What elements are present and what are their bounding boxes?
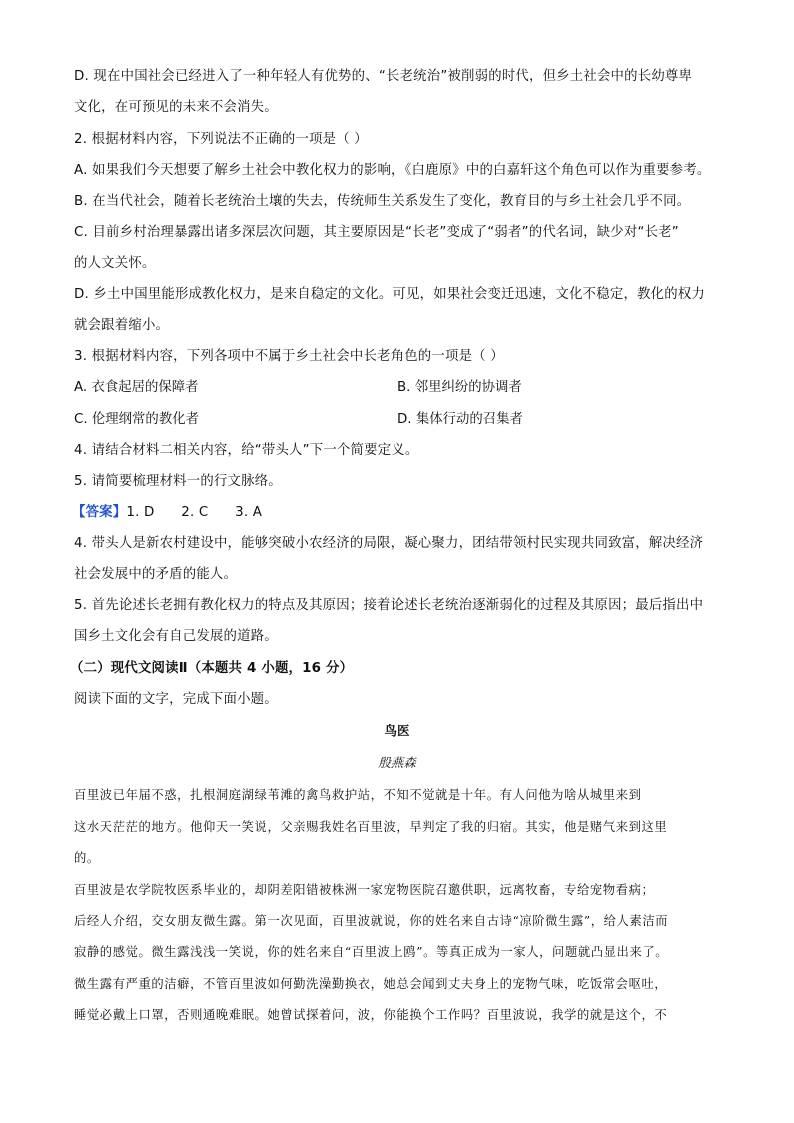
story-p2-line5: 睡觉必戴上口罩，否则通晚难眠。她曾试探着问，波，你能换个工作吗？百里波说，我学的就是这个，不 [74,1008,668,1022]
answer-choices: 1. D 2. C 3. A [126,505,263,520]
section-heading: （二）现代文阅读Ⅱ（本题共 4 小题，16 分） [70,661,354,676]
answer-4-line2: 社会发展中的矛盾的能人。 [74,567,238,582]
q2-option-d-line2: 就会跟着缩小。 [74,318,170,333]
answer-tag: 【答案】 [72,505,127,520]
story-p2-line1: 百里波是农学院牧医系毕业的，却阴差阳错被株洲一家宠物医院召邀供职，远离牧畜，专给宠物看病； [74,883,655,897]
q3-option-a: A. 衣食起居的保障者 [74,380,199,395]
story-p1-line3: 的。 [74,851,100,865]
answer-5-line1: 5. 首先论述长老拥有教化权力的特点及其原因；接着论述长老统治逐渐弱化的过程及其原因；最后指出中 [74,598,704,613]
answer-5-line2: 国乡土文化会有自己发展的道路。 [74,629,278,644]
q3-option-d: D. 集体行动的召集者 [397,412,523,427]
story-p2-line2: 后经人介绍，交女朋友微生露。第一次见面，百里波就说，你的姓名来自古诗“凉阶微生露”，给人素洁而 [74,914,669,928]
q3-option-c: C. 伦理纲常的教化者 [74,412,199,427]
story-p1-line1: 百里波已年届不惑，扎根洞庭湖绿苇滩的禽鸟救护站，不知不觉就是十年。有人问他为啥从城里来到 [74,788,642,802]
q2-option-a: A. 如果我们今天想要了解乡土社会中教化权力的影响，《白鹿原》中的白嘉轩这个角色可以作为重要参考。 [74,163,711,178]
q2-option-c-line1: C. 目前乡村治理暴露出诸多深层次问题，其主要原因是“长老”变成了“弱者”的代名词，缺少对“长老” [74,225,679,240]
story-title: 鸟医 [384,723,410,738]
q2-option-c-line2: 的人文关怀。 [74,256,156,271]
story-p2-line4: 微生露有严重的洁癖，不管百里波如何勤洗澡勤换衣，她总会闻到丈夫身上的宠物气味，吃饭常会呕吐， [74,977,668,991]
answer-line [72,504,722,522]
story-p1-line2: 这水天茫茫的地方。他仰天一笑说，父亲赐我姓名百里波，早判定了我的归宿。其实，他是赌气来到这里 [74,820,668,834]
q3-stem: 3. 根据材料内容，下列各项中不属于乡土社会中长老角色的一项是（ ） [74,349,504,364]
q1-option-d-line1: D. 现在中国社会已经进入了一种年轻人有优势的、“长老统治”被削弱的时代，但乡土社会中的长幼尊卑 [74,69,693,84]
section-instruction: 阅读下面的文字，完成下面小题。 [74,692,278,707]
q2-option-d-line1: D. 乡土中国里能形成教化权力，是来自稳定的文化。可见，如果社会变迁迅速，文化不稳定，教化的权力 [74,287,705,302]
story-author: 殷燕森 [378,755,416,770]
answer-4-line1: 4. 带头人是新农村建设中，能够突破小农经济的局限，凝心聚力，团结带领村民实现共同致富，解决经济 [74,536,704,551]
q3-option-b: B. 邻里纠纷的协调者 [397,380,522,395]
q4-stem: 4. 请结合材料二相关内容，给“带头人”下一个简要定义。 [74,443,419,458]
story-p2-line3: 寂静的感觉。微生露浅浅一笑说，你的姓名来自“百里波上鸥”。等真正成为一家人，问题就凸显出来了。 [74,945,669,959]
q2-stem: 2. 根据材料内容，下列说法不正确的一项是（ ） [74,132,368,147]
q2-option-b: B. 在当代社会，随着长老统治土壤的失去，传统师生关系发生了变化，教育目的与乡土社会几乎不同。 [74,194,691,209]
q5-stem: 5. 请简要梳理材料一的行文脉络。 [74,474,282,489]
q1-option-d-line2: 文化，在可预见的未来不会消失。 [74,100,278,115]
